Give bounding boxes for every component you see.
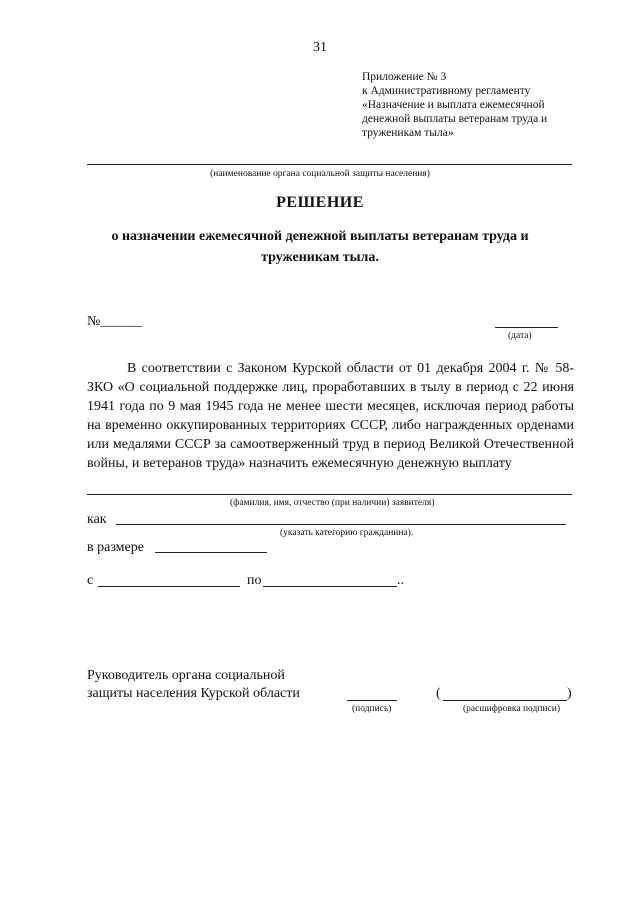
org-name-caption: (наименование органа социальной защиты населения): [210, 169, 430, 179]
decoding-open-paren: (: [436, 686, 441, 701]
decoding-line[interactable]: [443, 700, 567, 701]
signer-title-line1: Руководитель органа социальной: [87, 668, 285, 683]
amount-line[interactable]: [155, 552, 267, 553]
end-dots: ..: [397, 573, 404, 588]
decision-body: [87, 359, 574, 473]
to-label: по: [247, 573, 262, 588]
from-date-line[interactable]: [98, 586, 240, 587]
date-line[interactable]: [495, 327, 558, 328]
as-label: как: [87, 512, 107, 527]
to-date-line[interactable]: [263, 586, 397, 587]
document-title: РЕШЕНИЕ: [276, 194, 364, 211]
decision-paragraph: В соответствии с Законом Курской области от 01 декабря 2004 г. № 58-ЗКО «О социальной поддержке лиц, проработавших в тылу в период с 22 июня 1941 года по 9 мая 1945 года не менее шести месяцев, исключая период работы на временно оккупированных территориях СССР, либо награжденных орденами или медалями СССР за самоотверженный труд в период Великой Отечественной войны, и ветеранов труда» назначить ежемесячную денежную выплату: [87, 361, 574, 471]
signature-line[interactable]: [347, 700, 397, 701]
appendix-block: [362, 70, 547, 140]
applicant-name-line[interactable]: [87, 494, 572, 495]
decoding-caption: (расшифровка подписи): [463, 704, 560, 714]
amount-label: в размере: [87, 540, 144, 555]
org-name-line[interactable]: [87, 164, 572, 165]
appendix-line: Приложение № 3: [362, 71, 447, 83]
from-label: с: [87, 573, 94, 588]
date-caption: (дата): [508, 331, 532, 341]
appendix-line: «Назначение и выплата ежемесячной: [362, 99, 545, 111]
signer-title-line2: защиты населения Курской области: [87, 686, 300, 701]
category-caption: (указать категорию гражданина).: [280, 528, 414, 538]
decoding-close-paren: ): [567, 686, 572, 701]
signature-caption: (подпись): [352, 704, 392, 714]
appendix-line: денежной выплаты ветеранам труда и: [362, 113, 548, 125]
appendix-line: к Административному регламенту: [362, 85, 531, 97]
document-number-field[interactable]: №______: [87, 314, 143, 329]
applicant-caption: (фамилия, имя, отчество (при наличии) заявителя): [230, 498, 435, 508]
page-number: 31: [313, 40, 327, 55]
category-line[interactable]: [116, 524, 566, 525]
appendix-line: труженикам тыла»: [362, 127, 454, 139]
document-subtitle: о назначении ежемесячной денежной выплаты ветеранам труда и труженикам тыла.: [111, 229, 529, 265]
